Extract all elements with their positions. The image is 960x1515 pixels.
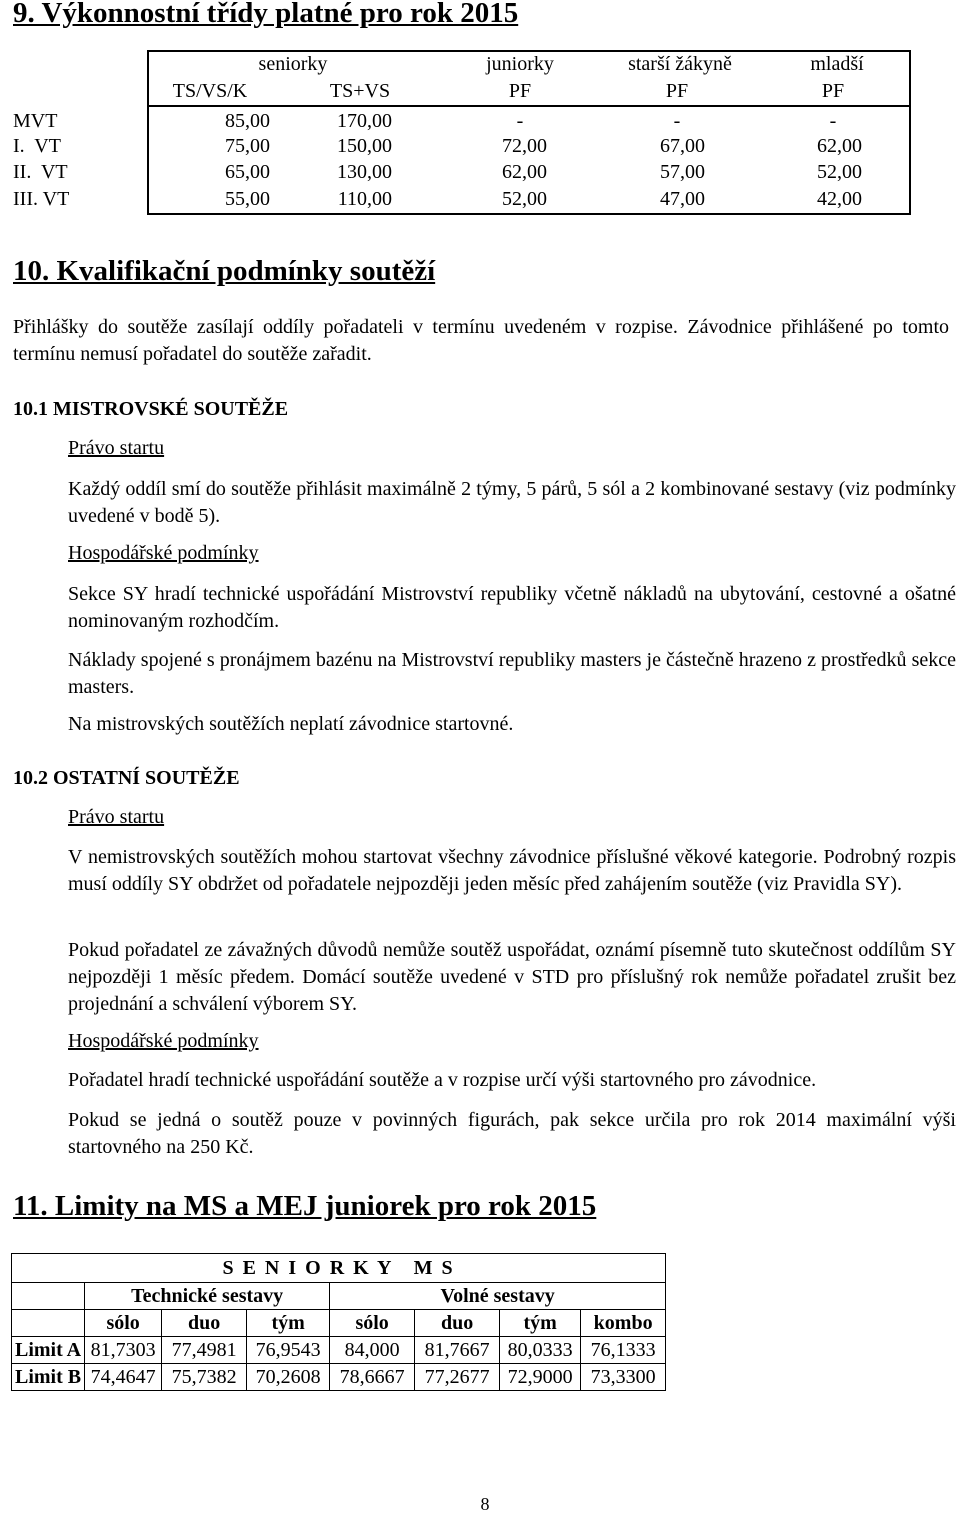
group-volne-sestavy: Volné sestavy — [330, 1283, 666, 1310]
table-cell: 62,00 — [817, 135, 862, 157]
paragraph: V nemistrovských soutěžích mohou startovat všechny závodnice příslušné věkové kategorie. Podrobný rozpis musí oddíly SY obdržet od pořadatele nejpozději jeden měsíc před zahájením soutěže (viz Pravidla SY). — [68, 846, 956, 895]
table-cell: 72,00 — [502, 135, 547, 157]
subheader-pf-mladsi: PF — [821, 80, 845, 102]
paragraph: Každý oddíl smí do soutěže přihlásit maximálně 2 týmy, 5 párů, 5 sól a 2 kombinované sestavy (viz podmínky uvedené v bodě 5). — [68, 478, 956, 527]
limits-table — [11, 1253, 666, 1391]
empty-cell — [12, 1283, 85, 1310]
header-seniorky: seniorky — [258, 53, 328, 75]
table-cell: 130,00 — [337, 161, 392, 183]
section-10-1-title: 10.1 MISTROVSKÉ SOUTĚŽE — [13, 398, 289, 420]
row-label-limit-b: Limit B — [12, 1364, 85, 1391]
header-juniorky: juniorky — [486, 53, 554, 75]
header-mladsi: mladší — [810, 53, 864, 75]
row-label: MVT — [13, 110, 58, 132]
table-cell: 150,00 — [337, 135, 392, 157]
col-header: kombo — [581, 1310, 666, 1337]
table-cell: 74,4647 — [85, 1364, 162, 1391]
table-cell: 78,6667 — [330, 1364, 415, 1391]
col-header: duo — [162, 1310, 247, 1337]
col-header: duo — [415, 1310, 500, 1337]
col-header: sólo — [330, 1310, 415, 1337]
subheader-ts-vs: TS+VS — [329, 80, 391, 102]
subheader-ts-vs-k: TS/VS/K — [172, 80, 248, 102]
table-cell: - — [829, 110, 837, 132]
hospodarske-podminky-heading: Hospodářské podmínky — [68, 542, 259, 564]
paragraph: Pokud se jedná o soutěž pouze v povinných figurách, pak sekce určila pro rok 2014 maximální výši startovného na 250 Kč. — [68, 1109, 956, 1158]
section-9-title: 9. Výkonnostní třídy platné pro rok 2015 — [13, 0, 519, 29]
row-label: I. VT — [13, 135, 61, 157]
table-cell: 80,0333 — [500, 1337, 581, 1364]
table-cell: 81,7667 — [415, 1337, 500, 1364]
row-label-limit-a: Limit A — [12, 1337, 85, 1364]
table-cell: 85,00 — [225, 110, 270, 132]
table-cell: 77,4981 — [162, 1337, 247, 1364]
paragraph: Na mistrovských soutěžích neplatí závodnice startovné. — [68, 713, 514, 735]
table-cell: 76,9543 — [247, 1337, 330, 1364]
table-cell: 77,2677 — [415, 1364, 500, 1391]
paragraph: Pořadatel hradí technické uspořádání soutěže a v rozpise určí výši startovného pro závodnice. — [68, 1069, 817, 1091]
col-header: tým — [247, 1310, 330, 1337]
table-cell: 52,00 — [817, 161, 862, 183]
table-cell: 65,00 — [225, 161, 270, 183]
table-cell: - — [673, 110, 681, 132]
table-cell: 73,3300 — [581, 1364, 666, 1391]
table-cell: 57,00 — [660, 161, 705, 183]
row-label: III. VT — [13, 188, 70, 210]
table-cell: 110,00 — [337, 188, 392, 210]
table-cell: 62,00 — [502, 161, 547, 183]
table-cell: - — [516, 110, 524, 132]
table-cell: 70,2608 — [247, 1364, 330, 1391]
page-number: 8 — [480, 1494, 490, 1514]
section-10-intro: Přihlášky do soutěže zasílají oddíly pořadateli v termínu uvedeném v rozpise. Závodnice přihlášené po tomto termínu nemusí pořadatel do soutěže zařadit. — [13, 316, 949, 365]
table-cell: 75,7382 — [162, 1364, 247, 1391]
pravo-startu-heading: Právo startu — [68, 806, 165, 828]
empty-cell — [12, 1310, 85, 1337]
group-technicke-sestavy: Technické sestavy — [85, 1283, 330, 1310]
table-cell: 84,000 — [330, 1337, 415, 1364]
table-cell: 170,00 — [337, 110, 392, 132]
paragraph: Náklady spojené s pronájmem bazénu na Mistrovství republiky masters je částečně hrazeno z prostředků sekce masters. — [68, 649, 956, 698]
section-10-title: 10. Kvalifikační podmínky soutěží — [13, 255, 436, 287]
hospodarske-podminky-heading: Hospodářské podmínky — [68, 1030, 259, 1052]
table-cell: 42,00 — [817, 188, 862, 210]
paragraph: Sekce SY hradí technické uspořádání Mistrovství republiky včetně nákladů na ubytování, cestovné a ošatné nominovaným rozhodčím. — [68, 583, 956, 632]
col-header: tým — [500, 1310, 581, 1337]
table-cell: 81,7303 — [85, 1337, 162, 1364]
table-cell: 72,9000 — [500, 1364, 581, 1391]
performance-table-divider — [147, 105, 911, 107]
subheader-pf-zakyne: PF — [665, 80, 689, 102]
section-11-title: 11. Limity na MS a MEJ juniorek pro rok 2015 — [13, 1190, 597, 1222]
header-starsi-zakyne: starší žákyně — [628, 53, 732, 75]
paragraph: Pokud pořadatel ze závažných důvodů nemůže soutěž uspořádat, oznámí písemně tuto skutečnost oddílům SY nejpozději 1 měsíc předem. Domácí soutěže uvedené v STD pro příslušný rok nemůže pořadatel zrušit bez projednání a schválení výborem SY. — [68, 939, 956, 1015]
table-cell: 67,00 — [660, 135, 705, 157]
pravo-startu-heading: Právo startu — [68, 437, 165, 459]
subheader-pf-juniorky: PF — [508, 80, 532, 102]
row-label: II. VT — [13, 161, 68, 183]
section-10-2-title: 10.2 OSTATNÍ SOUTĚŽE — [13, 767, 240, 789]
col-header: sólo — [85, 1310, 162, 1337]
table-cell: 52,00 — [502, 188, 547, 210]
table-cell: 55,00 — [225, 188, 270, 210]
table-cell: 47,00 — [660, 188, 705, 210]
table-cell: 75,00 — [225, 135, 270, 157]
table-caption: S E N I O R K Y M S — [12, 1254, 666, 1283]
table-cell: 76,1333 — [581, 1337, 666, 1364]
